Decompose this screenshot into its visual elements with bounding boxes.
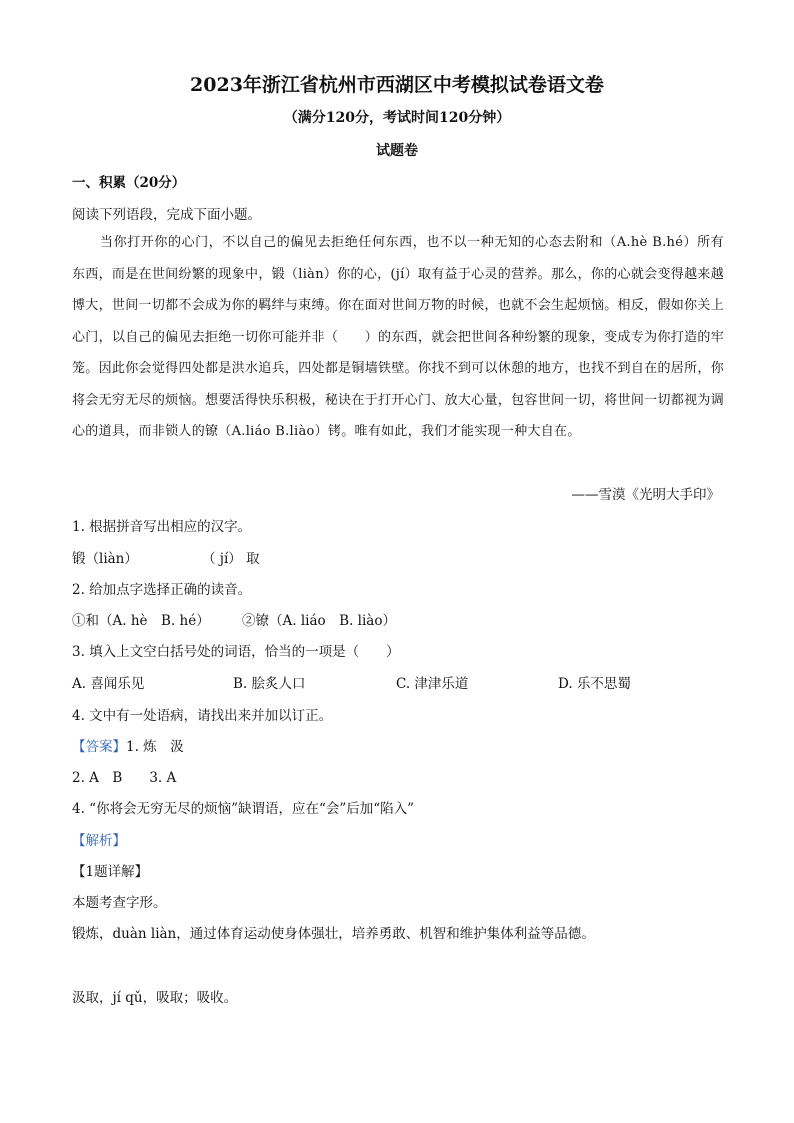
answer-line-2: 2. A B 3. A (72, 770, 177, 786)
question-1-item-b: （ jí） 取 (202, 551, 260, 567)
analysis-line-1: 本题考查字形。 (72, 895, 167, 911)
paper-label: 试题卷 (376, 143, 418, 159)
question-3-option-c: C. 津津乐道 (396, 676, 469, 692)
passage-source: ——雪漠《光明大手印》 (571, 487, 720, 503)
analysis-detail-heading: 【1题详解】 (72, 864, 149, 880)
question-1: 1. 根据拼音写出相应的汉字。 (72, 519, 252, 535)
question-1-item-a: 锻（liàn） (72, 551, 138, 567)
question-2-item-b: ②镣（A. liáo B. liào） (242, 613, 396, 629)
answer-line-1 (72, 735, 184, 755)
reading-instruction: 阅读下列语段，完成下面小题。 (72, 207, 261, 223)
question-3: 3. 填入上文空白括号处的词语，恰当的一项是（ ） (72, 644, 400, 660)
question-3-option-d: D. 乐不思蜀 (558, 676, 631, 692)
question-3-option-a: A. 喜闻乐见 (72, 676, 145, 692)
exam-title: 2023年浙江省杭州市西湖区中考模拟试卷语文卷 (190, 74, 604, 96)
analysis-tag: 【解析】 (72, 833, 126, 849)
exam-subtitle: （满分120分，考试时间120分钟） (283, 110, 511, 126)
question-3-option-b: B. 脍炙人口 (233, 676, 306, 692)
reading-passage: 当你打开你的心门，不以自己的偏见去拒绝任何东西，也不以一种无知的心态去附和（A.hè B.hé）所有东西，而是在世间纷繁的现象中，锻（liàn）你的心，(jí）取有益于心灵的营养。那么，你的心就会变得越来越博大，世间一切都不会成为你的羁绊与束缚。你在面对世间万物的时候，也就不会生起烦恼。相反，假如你关上心门，以自己的偏见去拒绝一切你可能并非（ ）的东西，就会把世间各种纷繁的现象，变成专为你打造的牢笼。因此你会觉得四处都是洪水追兵，四处都是铜墙铁壁。你找不到可以休憩的地方，也找不到自在的居所，你将会无穷无尽的烦恼。想要活得快乐积极，秘诀在于打开心门、放大心量，包容世间一切，将世间一切都视为调心的道具，而非锁人的镣（A.liáo B.liào）铐。唯有如此，我们才能实现一种大自在。 (72, 235, 724, 439)
question-2-item-a: ①和（A. hè B. hé） (72, 613, 210, 629)
question-2: 2. 给加点字选择正确的读音。 (72, 582, 252, 598)
answer-text-1: 1. 炼 汲 (126, 739, 184, 755)
section-heading: 一、积累（20分） (72, 175, 186, 191)
question-4: 4. 文中有一处语病，请找出来并加以订正。 (72, 708, 333, 724)
analysis-line-2: 锻炼，duàn liàn，通过体育运动使身体强壮，培养勇敢、机智和维护集体利益等品德。 (72, 926, 595, 942)
analysis-line-3: 汲取，jí qǔ，吸取；吸收。 (72, 990, 238, 1006)
answer-line-3: 4. “你将会无穷无尽的烦恼”缺谓语，应在“会”后加“陷入” (72, 801, 415, 817)
answer-tag: 【答案】 (72, 739, 126, 755)
